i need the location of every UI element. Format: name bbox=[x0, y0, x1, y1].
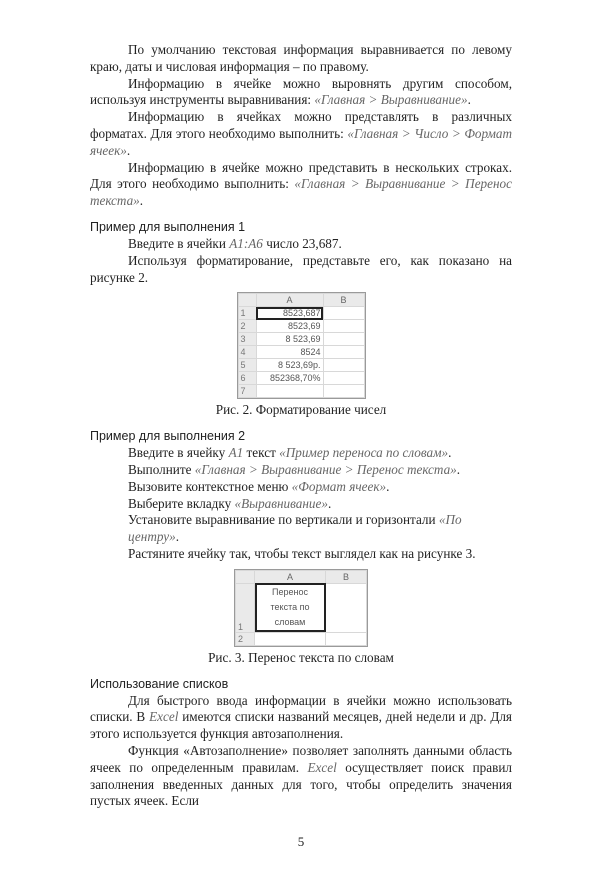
paragraph bbox=[90, 743, 512, 810]
row-header: 1 bbox=[238, 307, 256, 320]
column-header: B bbox=[323, 294, 364, 307]
text-run: Введите в ячейки bbox=[128, 235, 230, 251]
paragraph bbox=[90, 693, 512, 743]
cell-ref: A1 bbox=[228, 445, 244, 461]
column-header: A bbox=[255, 570, 326, 583]
row-header: 1 bbox=[236, 583, 255, 632]
cell bbox=[256, 385, 323, 398]
quoted-text: «Пример переноса по словам» bbox=[279, 445, 449, 461]
figure-2 bbox=[90, 292, 512, 399]
text-run: . bbox=[175, 529, 180, 545]
figure-3 bbox=[90, 569, 512, 647]
corner-cell bbox=[236, 570, 255, 583]
text-run: Выполните bbox=[128, 461, 195, 477]
cell: 852368,70% bbox=[256, 372, 323, 385]
text-run: Информацию в ячейке можно представить в нескольких строках. Для этого необходимо выполнить: bbox=[90, 159, 512, 192]
document-page bbox=[90, 0, 512, 870]
menu-path: «Главная > Выравнивание > Перенос текста» bbox=[90, 176, 512, 209]
paragraph bbox=[90, 76, 512, 110]
text-run: Вызовите контекстное меню bbox=[128, 478, 292, 494]
text-run: имеются списки названий месяцев, дней недели и др. Для этого используется функция автозаполнения. bbox=[90, 709, 512, 742]
corner-cell bbox=[238, 294, 256, 307]
text-run: . bbox=[386, 478, 390, 494]
text-run: Функция «Автозаполнение» позволяет заполнять данными область ячеек по определенным правилам. bbox=[90, 742, 512, 775]
row-header: 5 bbox=[238, 359, 256, 372]
heading-lists: Использование списков bbox=[90, 676, 229, 691]
menu-path: «Главная > Выравнивание» bbox=[314, 92, 468, 108]
step bbox=[90, 496, 512, 513]
app-name: Excel bbox=[307, 759, 337, 775]
text-run: . bbox=[456, 461, 461, 477]
text-run: Выберите вкладку bbox=[128, 495, 235, 511]
column-header: B bbox=[326, 570, 367, 583]
cell: 8 523,69р. bbox=[256, 359, 323, 372]
text-run: Установите выравнивание по вертикали и горизонтали bbox=[128, 512, 439, 528]
cell-range: A1:A6 bbox=[229, 235, 263, 251]
column-header: A bbox=[256, 294, 323, 307]
app-name: Excel bbox=[149, 709, 179, 725]
row-header: 3 bbox=[238, 333, 256, 346]
row-header: 7 bbox=[238, 385, 256, 398]
text-run: . bbox=[467, 92, 471, 108]
heading-example-2: Пример для выполнения 2 bbox=[90, 429, 246, 444]
text-run: . bbox=[126, 142, 131, 158]
text-run: Информацию в ячейке можно выровнять другим способом, используя инструменты выравнивания: bbox=[90, 75, 512, 108]
example1-text bbox=[90, 236, 512, 286]
menu-path: «Формат ячеек» bbox=[291, 478, 387, 494]
step bbox=[90, 546, 512, 563]
lists-text bbox=[90, 693, 512, 811]
cell: 8523,687 bbox=[256, 307, 323, 320]
cell: 8523,69 bbox=[256, 320, 323, 333]
text-run: Для быстрого ввода информации в ячейки можно использовать списки. В bbox=[90, 692, 512, 725]
intro-text bbox=[90, 42, 512, 210]
paragraph: Используя форматирование, представьте его, как показано на рисунке 2. bbox=[90, 252, 512, 285]
paragraph bbox=[90, 236, 512, 253]
step bbox=[90, 479, 512, 496]
spreadsheet-figure-3 bbox=[234, 569, 368, 647]
text-run: . bbox=[139, 193, 144, 209]
example2-steps bbox=[90, 445, 512, 563]
menu-path: «По центру» bbox=[128, 512, 462, 545]
spreadsheet-figure-2 bbox=[237, 292, 366, 399]
text-run: . bbox=[448, 445, 452, 461]
page-number: 5 bbox=[297, 834, 305, 850]
step bbox=[90, 445, 512, 462]
text-run: По умолчанию текстовая информация выравнивается по левому краю, даты и числовая информация – по правому. bbox=[90, 42, 512, 74]
menu-path: «Выравнивание» bbox=[234, 495, 328, 511]
text-run: число 23,687. bbox=[262, 235, 342, 251]
row-header: 2 bbox=[236, 632, 255, 645]
paragraph bbox=[90, 160, 512, 210]
figure-3-caption: Рис. 3. Перенос текста по словам bbox=[208, 649, 394, 665]
text-run: осуществляет поиск правил заполнения введенных данных для того, чтобы определить значения пустых ячеек. Если bbox=[90, 759, 512, 809]
paragraph bbox=[90, 42, 512, 76]
row-header: 4 bbox=[238, 346, 256, 359]
cell: 8 523,69 bbox=[256, 333, 323, 346]
text-run: Растяните ячейку так, чтобы текст выглядел как на рисунке 3. bbox=[128, 545, 476, 561]
figure-2-caption: Рис. 2. Форматирование чисел bbox=[215, 402, 387, 418]
menu-path: «Главная > Выравнивание > Перенос текста» bbox=[194, 461, 457, 477]
step bbox=[90, 512, 512, 546]
wrapped-cell: Перенос текста по словам bbox=[255, 583, 326, 632]
row-header: 2 bbox=[238, 320, 256, 333]
text-run: Введите в ячейку bbox=[128, 445, 229, 461]
text-run: текст bbox=[243, 445, 280, 461]
menu-path: «Главная > Число > Формат ячеек» bbox=[90, 125, 512, 158]
paragraph bbox=[90, 109, 512, 159]
row-header: 6 bbox=[238, 372, 256, 385]
heading-example-1: Пример для выполнения 1 bbox=[90, 219, 246, 234]
text-run: Информацию в ячейках можно представлять в различных форматах. Для этого необходимо выполнить: bbox=[90, 109, 512, 141]
step bbox=[90, 462, 512, 479]
text-run: . bbox=[327, 495, 332, 511]
cell: 8524 bbox=[256, 346, 323, 359]
